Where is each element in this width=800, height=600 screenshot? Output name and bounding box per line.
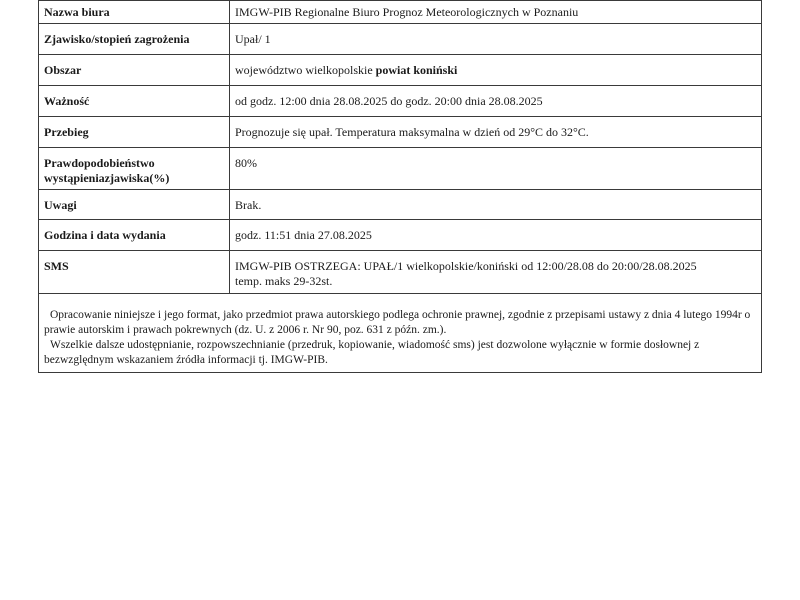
row-label: Godzina i data wydania [39, 220, 230, 251]
sms-line-2: temp. maks 29-32st. [235, 274, 333, 288]
county-text: powiat koniński [375, 63, 458, 77]
copyright-notice [39, 294, 762, 373]
copyright-paragraph: Opracowanie niniejsze i jego format, jako przedmiot prawa autorskiego podlega ochronie prawnej, zgodnie z przepisami ustawy z dnia 4 lutego 1994r o prawie autorskim i prawach pokrewnych (dz. U. z 2006 r. Nr 90, poz. 631 z późn. zm.). [44, 309, 751, 336]
row-uwagi [39, 190, 762, 220]
row-value [230, 55, 762, 86]
row-value: Brak. [230, 190, 762, 220]
row-value: Upał/ 1 [230, 24, 762, 55]
row-nazwa-biura [39, 1, 762, 24]
row-obszar [39, 55, 762, 86]
distribution-paragraph: Wszelkie dalsze udostępnianie, rozpowszechnianie (przedruk, kopiowanie, wiadomość sms) jest dozwolone wyłącznie w formie dosłownej z bezwzględnym wskazaniem źródła informacji tj. IMGW-PIB. [44, 339, 700, 366]
row-label [39, 148, 230, 190]
row-footer [39, 294, 762, 373]
label-line-1: Prawdopodobieństwo [44, 156, 155, 170]
row-label: Zjawisko/stopień zagrożenia [39, 24, 230, 55]
warning-table [38, 0, 762, 373]
row-prawdopodobienstwo [39, 148, 762, 190]
label-line-2: wystąpieniazjawiska(%) [44, 171, 170, 185]
warning-document [38, 0, 762, 373]
row-value: od godz. 12:00 dnia 28.08.2025 do godz. 20:00 dnia 28.08.2025 [230, 86, 762, 117]
row-sms [39, 251, 762, 294]
row-value: godz. 11:51 dnia 27.08.2025 [230, 220, 762, 251]
row-przebieg [39, 117, 762, 148]
row-value: IMGW-PIB Regionalne Biuro Prognoz Meteorologicznych w Poznaniu [230, 1, 762, 24]
row-godzina-wydania [39, 220, 762, 251]
row-label: Uwagi [39, 190, 230, 220]
row-value: 80% [230, 148, 762, 190]
row-value: Prognozuje się upał. Temperatura maksymalna w dzień od 29°C do 32°C. [230, 117, 762, 148]
row-label: Przebieg [39, 117, 230, 148]
row-zjawisko [39, 24, 762, 55]
region-text: województwo wielkopolskie [235, 63, 376, 77]
sms-line-1: IMGW-PIB OSTRZEGA: UPAŁ/1 wielkopolskie/koniński od 12:00/28.08 do 20:00/28.08.2025 [235, 259, 697, 273]
row-label: Obszar [39, 55, 230, 86]
row-value [230, 251, 762, 294]
row-label: SMS [39, 251, 230, 294]
row-waznosc [39, 86, 762, 117]
row-label: Ważność [39, 86, 230, 117]
row-label: Nazwa biura [39, 1, 230, 24]
